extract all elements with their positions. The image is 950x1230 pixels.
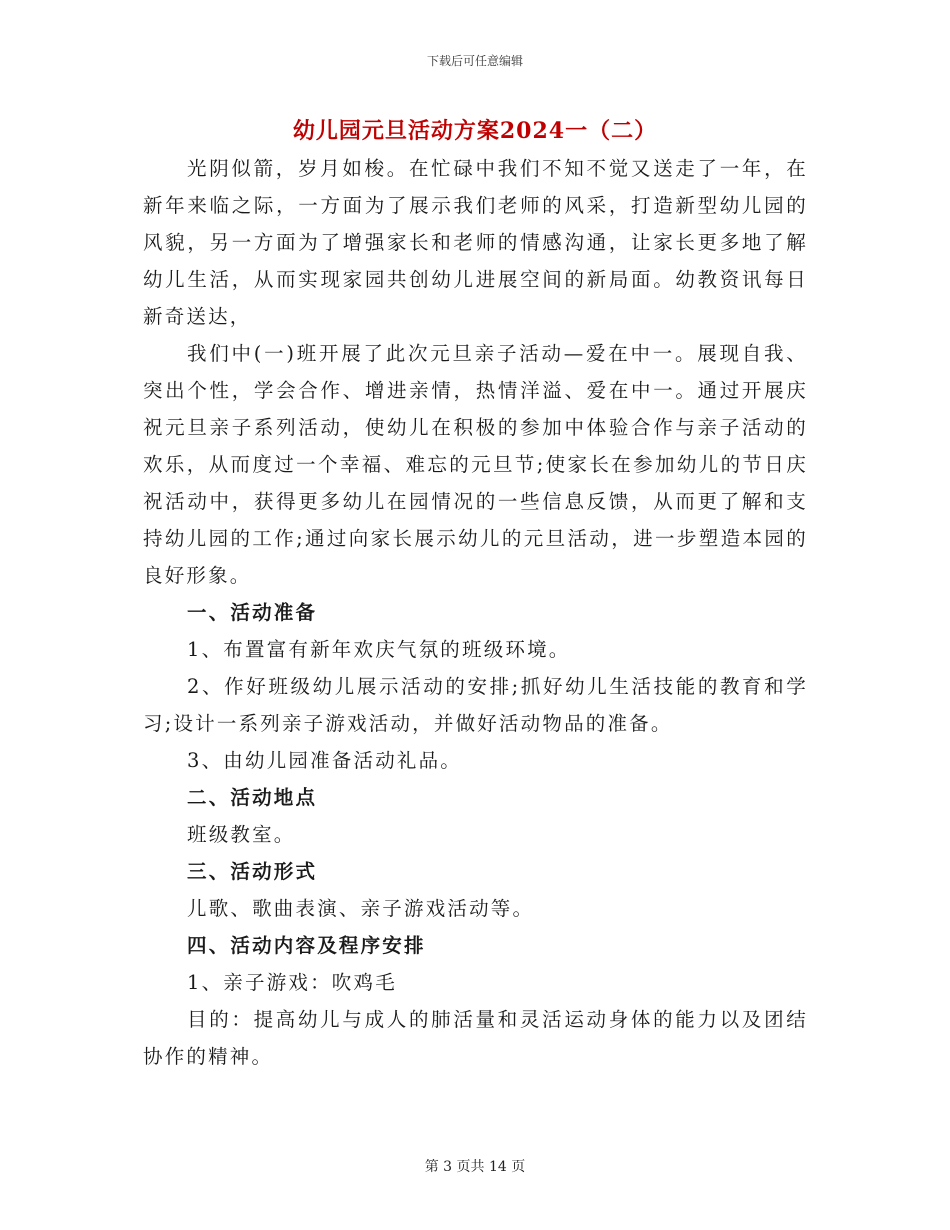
location-text: 班级教室。 bbox=[187, 823, 296, 846]
format-text: 儿歌、歌曲表演、亲子游戏活动等。 bbox=[187, 897, 535, 920]
preparation-item-2: 2、作好班级幼儿展示活动的安排;抓好幼儿生活技能的教育和学习;设计一系列亲子游戏活动，并做好活动物品的准备。 bbox=[143, 675, 808, 735]
preparation-item-3: 3、由幼儿园准备活动礼品。 bbox=[187, 749, 463, 772]
section-heading-content: 四、活动内容及程序安排 bbox=[187, 934, 426, 957]
preparation-item-1: 1、布置富有新年欢庆气氛的班级环境。 bbox=[187, 638, 571, 661]
content-item-1: 1、亲子游戏：吹鸡毛 bbox=[187, 971, 397, 994]
intro-paragraph-2: 我们中(一)班开展了此次元旦亲子活动—爱在中一。展现自我、突出个性，学会合作、增进亲情，热情洋溢、爱在中一。通过开展庆祝元旦亲子系列活动，使幼儿在积极的参加中体验合作与亲子活动的欢乐，从而度过一个幸福、难忘的元旦节;使家长在参加幼儿的节日庆祝活动中，获得更多幼儿在园情况的一些信息反馈，从而更了解和支持幼儿园的工作;通过向家长展示幼儿的元旦活动，进一步塑造本园的良好形象。 bbox=[143, 342, 808, 587]
intro-paragraph: 光阴似箭，岁月如梭。在忙碌中我们不知不觉又送走了一年，在新年来临之际，一方面为了展示我们老师的风采，打造新型幼儿园的风貌，另一方面为了增强家长和老师的情感沟通，让家长更多地了解幼儿生活，从而实现家园共创幼儿进展空间的新局面。幼教资讯每日新奇送达， bbox=[143, 157, 808, 328]
header-note: 下载后可任意编辑 bbox=[426, 54, 523, 68]
section-heading-location: 二、活动地点 bbox=[187, 786, 318, 809]
section-heading-preparation: 一、活动准备 bbox=[187, 601, 318, 624]
page-title: 幼儿园元旦活动方案2024一（二） bbox=[292, 118, 658, 144]
content-item-1-purpose: 目的：提高幼儿与成人的肺活量和灵活运动身体的能力以及团结协作的精神。 bbox=[143, 1008, 808, 1068]
document-body bbox=[143, 150, 808, 1075]
section-heading-format: 三、活动形式 bbox=[187, 860, 318, 883]
page-number-footer: 第 3 页共 14 页 bbox=[424, 1159, 526, 1175]
